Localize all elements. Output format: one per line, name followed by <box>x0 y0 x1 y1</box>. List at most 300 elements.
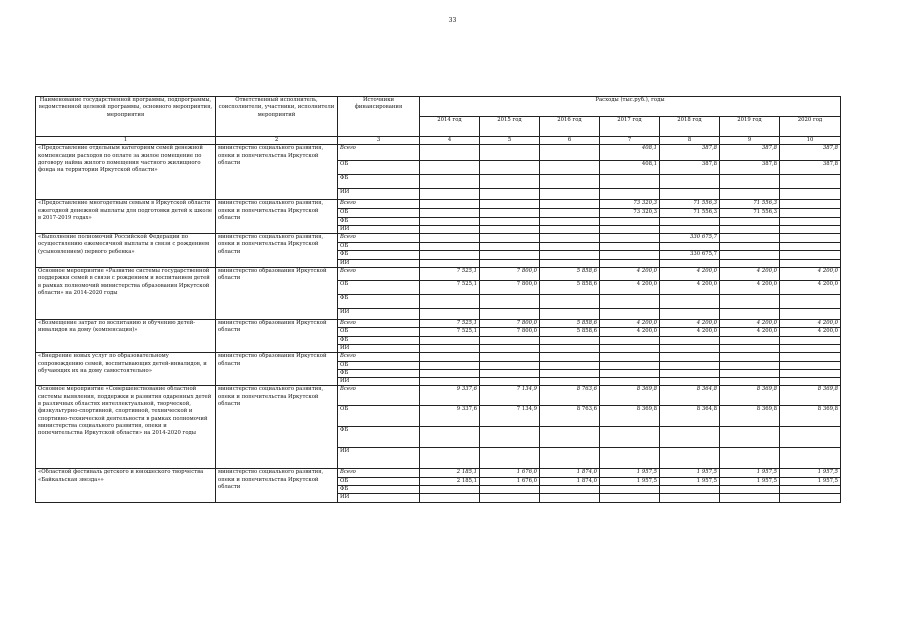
amount-cell <box>480 243 540 251</box>
amount-cell: 387,8 <box>720 145 780 161</box>
amount-cell <box>780 209 841 217</box>
amount-cell: 2 185,1 <box>420 477 480 485</box>
amount-cell <box>720 427 780 448</box>
amount-cell: 1 957,5 <box>600 477 660 485</box>
amount-cell: 4 200,0 <box>780 328 841 336</box>
executor: министерство социального развития, опеки и попечительства Иркутской области <box>216 469 338 502</box>
amount-cell <box>600 295 660 309</box>
amount-cell <box>540 369 600 377</box>
table-row <box>36 268 841 281</box>
amount-cell <box>420 209 480 217</box>
amount-cell <box>600 427 660 448</box>
amount-cell <box>600 259 660 267</box>
column-number: 5 <box>480 137 540 145</box>
amount-cell <box>420 243 480 251</box>
amount-cell <box>420 448 480 469</box>
funding-source: ФБ <box>338 486 420 494</box>
amount-cell <box>540 217 600 225</box>
amount-cell <box>540 175 600 189</box>
amount-cell: 5 858,6 <box>540 328 600 336</box>
amount-cell: 8 364,8 <box>660 406 720 427</box>
amount-cell: 7 800,0 <box>480 281 540 295</box>
program-name: «Предоставление отдельным категориям семей денежной компенсации расходов по оплате за жилое помещение по договору найма жилого помещения частного жилищного фонда на территории Иркутской области» <box>36 145 216 200</box>
amount-cell: 8 369,8 <box>600 386 660 406</box>
amount-cell: 7 800,0 <box>480 320 540 328</box>
amount-cell: 4 200,0 <box>660 268 720 281</box>
amount-cell <box>660 309 720 320</box>
amount-cell: 7 800,0 <box>480 268 540 281</box>
amount-cell <box>660 353 720 361</box>
amount-cell: 5 858,6 <box>540 268 600 281</box>
amount-cell <box>660 243 720 251</box>
amount-cell <box>420 225 480 233</box>
year-header: 2019 год <box>720 117 780 137</box>
funding-source: ФБ <box>338 336 420 344</box>
amount-cell <box>660 378 720 386</box>
amount-cell <box>540 189 600 200</box>
table-row <box>36 145 841 161</box>
amount-cell <box>480 295 540 309</box>
column-number: 10 <box>780 137 841 145</box>
amount-cell <box>540 336 600 344</box>
year-header: 2018 год <box>660 117 720 137</box>
amount-cell <box>780 243 841 251</box>
amount-cell: 71 556,3 <box>720 200 780 209</box>
amount-cell <box>660 486 720 494</box>
amount-cell: 4 200,0 <box>660 281 720 295</box>
amount-cell: 4 200,0 <box>660 328 720 336</box>
amount-cell: 4 200,0 <box>600 281 660 295</box>
amount-cell <box>420 369 480 377</box>
amount-cell <box>780 344 841 352</box>
amount-cell <box>780 448 841 469</box>
amount-cell <box>720 344 780 352</box>
header-executor: Ответственный исполнитель, соисполнители, участники, исполнители мероприятий <box>216 97 338 137</box>
funding-source: ИИ <box>338 309 420 320</box>
amount-cell <box>720 369 780 377</box>
amount-cell <box>540 295 600 309</box>
amount-cell <box>480 259 540 267</box>
amount-cell <box>480 234 540 243</box>
amount-cell: 7 134,9 <box>480 406 540 427</box>
amount-cell <box>780 189 841 200</box>
funding-source: ИИ <box>338 189 420 200</box>
amount-cell <box>720 361 780 369</box>
amount-cell: 4 200,0 <box>780 281 841 295</box>
column-number: 1 <box>36 137 216 145</box>
header-expenses: Расходы (тыс.руб.), годы <box>420 97 841 117</box>
amount-cell <box>720 309 780 320</box>
amount-cell <box>780 369 841 377</box>
amount-cell: 4 200,0 <box>600 268 660 281</box>
column-number: 6 <box>540 137 600 145</box>
column-number: 8 <box>660 137 720 145</box>
amount-cell <box>780 336 841 344</box>
funding-source: ОБ <box>338 161 420 175</box>
amount-cell <box>720 251 780 259</box>
funding-source: ОБ <box>338 361 420 369</box>
amount-cell <box>600 494 660 502</box>
program-name: Основное мероприятие «Развитие системы государственной поддержки семей в связи с рождением и воспитанием детей в рамках полномочий министерства образования Иркутской области» на 2014-2020 годы <box>36 268 216 320</box>
amount-cell: 2 185,1 <box>420 469 480 477</box>
amount-cell <box>540 251 600 259</box>
amount-cell <box>720 234 780 243</box>
amount-cell <box>420 309 480 320</box>
amount-cell <box>420 295 480 309</box>
amount-cell <box>420 200 480 209</box>
amount-cell <box>600 243 660 251</box>
amount-cell <box>420 145 480 161</box>
amount-cell <box>480 344 540 352</box>
header-source: Источники финансирования <box>338 97 420 137</box>
funding-source: Всего <box>338 234 420 243</box>
executor: министерство социального развития, опеки и попечительства Иркутской области <box>216 200 338 234</box>
funding-source: Всего <box>338 145 420 161</box>
amount-cell <box>480 427 540 448</box>
amount-cell: 73 320,3 <box>600 200 660 209</box>
amount-cell: 8 369,8 <box>720 386 780 406</box>
amount-cell <box>660 361 720 369</box>
funding-source: ИИ <box>338 378 420 386</box>
executor: министерство социального развития, опеки и попечительства Иркутской области <box>216 234 338 268</box>
funding-source: ФБ <box>338 427 420 448</box>
amount-cell <box>600 336 660 344</box>
amount-cell <box>540 243 600 251</box>
amount-cell <box>720 295 780 309</box>
amount-cell: 8 369,8 <box>780 406 841 427</box>
amount-cell <box>480 200 540 209</box>
amount-cell <box>540 145 600 161</box>
amount-cell <box>720 175 780 189</box>
amount-cell <box>720 448 780 469</box>
amount-cell: 4 200,0 <box>660 320 720 328</box>
amount-cell <box>540 378 600 386</box>
amount-cell: 9 337,6 <box>420 386 480 406</box>
table-row <box>36 234 841 243</box>
amount-cell <box>780 225 841 233</box>
amount-cell <box>540 494 600 502</box>
amount-cell <box>720 243 780 251</box>
amount-cell <box>600 234 660 243</box>
column-number: 4 <box>420 137 480 145</box>
amount-cell <box>540 361 600 369</box>
amount-cell <box>660 295 720 309</box>
amount-cell <box>480 161 540 175</box>
funding-source: ОБ <box>338 243 420 251</box>
amount-cell <box>780 353 841 361</box>
amount-cell <box>540 344 600 352</box>
amount-cell <box>420 161 480 175</box>
amount-cell <box>780 486 841 494</box>
amount-cell <box>540 234 600 243</box>
amount-cell <box>420 494 480 502</box>
funding-source: ИИ <box>338 259 420 267</box>
amount-cell <box>600 189 660 200</box>
header-name: Наименование государственной программы, подпрограммы, ведомственной целевой программы, основного мероприятия, мероприятия <box>36 97 216 137</box>
amount-cell <box>540 309 600 320</box>
amount-cell: 8 763,6 <box>540 386 600 406</box>
amount-cell <box>480 369 540 377</box>
amount-cell <box>780 259 841 267</box>
table-row <box>36 320 841 328</box>
amount-cell: 7 525,1 <box>420 320 480 328</box>
amount-cell <box>600 378 660 386</box>
amount-cell <box>780 200 841 209</box>
amount-cell: 7 525,1 <box>420 328 480 336</box>
funding-source: ОБ <box>338 406 420 427</box>
amount-cell <box>420 259 480 267</box>
funding-source: ОБ <box>338 328 420 336</box>
amount-cell <box>420 217 480 225</box>
amount-cell <box>780 234 841 243</box>
executor: министерство социального развития, опеки и попечительства Иркутской области <box>216 386 338 469</box>
amount-cell <box>540 161 600 175</box>
amount-cell: 4 200,0 <box>720 268 780 281</box>
program-name: «Областной фестиваль детского и юношеского творчества «Байкальская звезда»» <box>36 469 216 502</box>
amount-cell: 387,8 <box>660 161 720 175</box>
amount-cell <box>480 494 540 502</box>
amount-cell: 1 676,0 <box>480 477 540 485</box>
funding-source: Всего <box>338 469 420 477</box>
amount-cell <box>420 234 480 243</box>
amount-cell <box>480 486 540 494</box>
amount-cell <box>720 225 780 233</box>
budget-table <box>35 96 841 503</box>
amount-cell <box>600 369 660 377</box>
amount-cell <box>540 259 600 267</box>
program-name: «Предоставление многодетным семьям в Иркутской области ежегодной денежной выплаты для подготовки детей к школе в 2017-2019 годах» <box>36 200 216 234</box>
amount-cell <box>780 361 841 369</box>
amount-cell <box>480 378 540 386</box>
funding-source: ИИ <box>338 494 420 502</box>
amount-cell <box>420 251 480 259</box>
column-number: 3 <box>338 137 420 145</box>
column-number: 2 <box>216 137 338 145</box>
year-header: 2014 год <box>420 117 480 137</box>
amount-cell <box>660 189 720 200</box>
amount-cell <box>600 361 660 369</box>
amount-cell <box>420 378 480 386</box>
page-number: 33 <box>448 17 457 24</box>
executor: министерство образования Иркутской области <box>216 353 338 386</box>
amount-cell: 4 200,0 <box>720 328 780 336</box>
funding-source: ИИ <box>338 448 420 469</box>
amount-cell <box>720 336 780 344</box>
amount-cell <box>780 175 841 189</box>
amount-cell <box>540 200 600 209</box>
amount-cell <box>720 259 780 267</box>
amount-cell: 9 337,6 <box>420 406 480 427</box>
amount-cell <box>480 448 540 469</box>
amount-cell: 5 858,6 <box>540 281 600 295</box>
funding-source: ФБ <box>338 251 420 259</box>
amount-cell <box>720 378 780 386</box>
amount-cell <box>720 189 780 200</box>
funding-source: ОБ <box>338 477 420 485</box>
amount-cell <box>660 427 720 448</box>
amount-cell <box>600 344 660 352</box>
amount-cell <box>660 344 720 352</box>
amount-cell <box>420 427 480 448</box>
year-header: 2016 год <box>540 117 600 137</box>
amount-cell <box>600 309 660 320</box>
amount-cell: 71 556,3 <box>660 200 720 209</box>
amount-cell <box>480 209 540 217</box>
table-row <box>36 200 841 209</box>
funding-source: ФБ <box>338 369 420 377</box>
amount-cell <box>480 175 540 189</box>
table-row <box>36 353 841 361</box>
amount-cell: 71 556,3 <box>720 209 780 217</box>
amount-cell <box>480 225 540 233</box>
amount-cell: 1 957,5 <box>720 469 780 477</box>
amount-cell <box>420 361 480 369</box>
amount-cell <box>780 494 841 502</box>
amount-cell: 71 556,3 <box>660 209 720 217</box>
amount-cell: 330 675,7 <box>660 234 720 243</box>
amount-cell <box>540 353 600 361</box>
amount-cell <box>660 448 720 469</box>
amount-cell: 4 200,0 <box>720 320 780 328</box>
amount-cell <box>780 309 841 320</box>
amount-cell: 4 200,0 <box>780 320 841 328</box>
amount-cell <box>420 175 480 189</box>
amount-cell <box>540 486 600 494</box>
amount-cell: 1 957,5 <box>720 477 780 485</box>
amount-cell <box>780 251 841 259</box>
funding-source: ФБ <box>338 217 420 225</box>
amount-cell: 7 525,1 <box>420 281 480 295</box>
amount-cell: 387,8 <box>780 145 841 161</box>
amount-cell: 4 200,0 <box>600 328 660 336</box>
amount-cell: 7 525,1 <box>420 268 480 281</box>
column-number: 7 <box>600 137 660 145</box>
amount-cell: 387,8 <box>660 145 720 161</box>
funding-source: Всего <box>338 320 420 328</box>
amount-cell: 387,8 <box>720 161 780 175</box>
amount-cell <box>720 217 780 225</box>
amount-cell <box>660 259 720 267</box>
amount-cell: 1 874,0 <box>540 469 600 477</box>
amount-cell: 1 957,5 <box>660 477 720 485</box>
funding-source: ОБ <box>338 209 420 217</box>
amount-cell: 73 320,3 <box>600 209 660 217</box>
program-name: «Возмещение затрат по воспитанию и обучению детей-инвалидов на дому (компенсация)» <box>36 320 216 353</box>
amount-cell: 8 369,8 <box>600 406 660 427</box>
amount-cell <box>420 344 480 352</box>
amount-cell: 1 957,5 <box>780 469 841 477</box>
amount-cell: 1 957,5 <box>660 469 720 477</box>
amount-cell: 8 364,8 <box>660 386 720 406</box>
column-number: 9 <box>720 137 780 145</box>
amount-cell: 8 369,8 <box>780 386 841 406</box>
amount-cell: 330 675,7 <box>660 251 720 259</box>
amount-cell <box>480 353 540 361</box>
amount-cell <box>780 427 841 448</box>
amount-cell <box>480 217 540 225</box>
amount-cell <box>420 189 480 200</box>
table-row <box>36 469 841 477</box>
amount-cell <box>660 494 720 502</box>
amount-cell: 1 676,0 <box>480 469 540 477</box>
amount-cell <box>720 486 780 494</box>
amount-cell <box>600 448 660 469</box>
amount-cell: 4 200,0 <box>780 268 841 281</box>
amount-cell: 1 957,5 <box>780 477 841 485</box>
funding-source: ФБ <box>338 175 420 189</box>
amount-cell <box>780 295 841 309</box>
funding-source: Всего <box>338 200 420 209</box>
amount-cell: 387,8 <box>780 161 841 175</box>
executor: министерство образования Иркутской области <box>216 268 338 320</box>
amount-cell <box>660 175 720 189</box>
amount-cell <box>600 353 660 361</box>
program-name: «Выполнение полномочий Российской Федерации по осуществлению ежемесячной выплаты в связи с рождением (усыновлением) первого ребенка» <box>36 234 216 268</box>
amount-cell: 1 957,5 <box>600 469 660 477</box>
amount-cell <box>480 189 540 200</box>
amount-cell <box>600 225 660 233</box>
funding-source: ИИ <box>338 344 420 352</box>
amount-cell: 4 200,0 <box>720 281 780 295</box>
funding-source: Всего <box>338 386 420 406</box>
amount-cell <box>540 427 600 448</box>
amount-cell <box>540 209 600 217</box>
program-name: Основное мероприятие «Совершенствование областной системы выявления, поддержки и развития одаренных детей в различных областях интеллектуальной, творческой, физкультурно-спортивной, спортивной, технической и спортивно-технической деятельности в рамках полномочий министерства социального развития, опеки и попечительства Иркутской области» на 2014-2020 годы <box>36 386 216 469</box>
amount-cell <box>540 225 600 233</box>
funding-source: ФБ <box>338 295 420 309</box>
funding-source: Всего <box>338 353 420 361</box>
amount-cell <box>720 494 780 502</box>
amount-cell <box>420 353 480 361</box>
amount-cell <box>600 217 660 225</box>
table-row <box>36 386 841 406</box>
amount-cell <box>660 217 720 225</box>
amount-cell: 8 763,6 <box>540 406 600 427</box>
amount-cell: 408,1 <box>600 145 660 161</box>
executor: министерство социального развития, опеки и попечительства Иркутской области <box>216 145 338 200</box>
amount-cell: 1 874,0 <box>540 477 600 485</box>
program-name: «Внедрение новых услуг по образовательному сопровождению семей, воспитывающих детей-инвалидов, и обучающих их на дому самостоятельно» <box>36 353 216 386</box>
funding-source: Всего <box>338 268 420 281</box>
amount-cell <box>480 145 540 161</box>
amount-cell <box>780 217 841 225</box>
year-header: 2017 год <box>600 117 660 137</box>
amount-cell: 7 134,9 <box>480 386 540 406</box>
amount-cell <box>660 225 720 233</box>
amount-cell <box>480 336 540 344</box>
amount-cell: 5 858,6 <box>540 320 600 328</box>
amount-cell <box>600 175 660 189</box>
amount-cell <box>780 378 841 386</box>
amount-cell <box>480 251 540 259</box>
amount-cell <box>420 486 480 494</box>
amount-cell <box>480 361 540 369</box>
amount-cell <box>600 486 660 494</box>
amount-cell: 408,1 <box>600 161 660 175</box>
amount-cell <box>660 336 720 344</box>
executor: министерство образования Иркутской области <box>216 320 338 353</box>
amount-cell <box>720 353 780 361</box>
amount-cell <box>480 309 540 320</box>
amount-cell: 4 200,0 <box>600 320 660 328</box>
amount-cell <box>540 448 600 469</box>
amount-cell: 7 800,0 <box>480 328 540 336</box>
year-header: 2020 год <box>780 117 841 137</box>
amount-cell <box>420 336 480 344</box>
amount-cell <box>600 251 660 259</box>
amount-cell <box>660 369 720 377</box>
funding-source: ОБ <box>338 281 420 295</box>
